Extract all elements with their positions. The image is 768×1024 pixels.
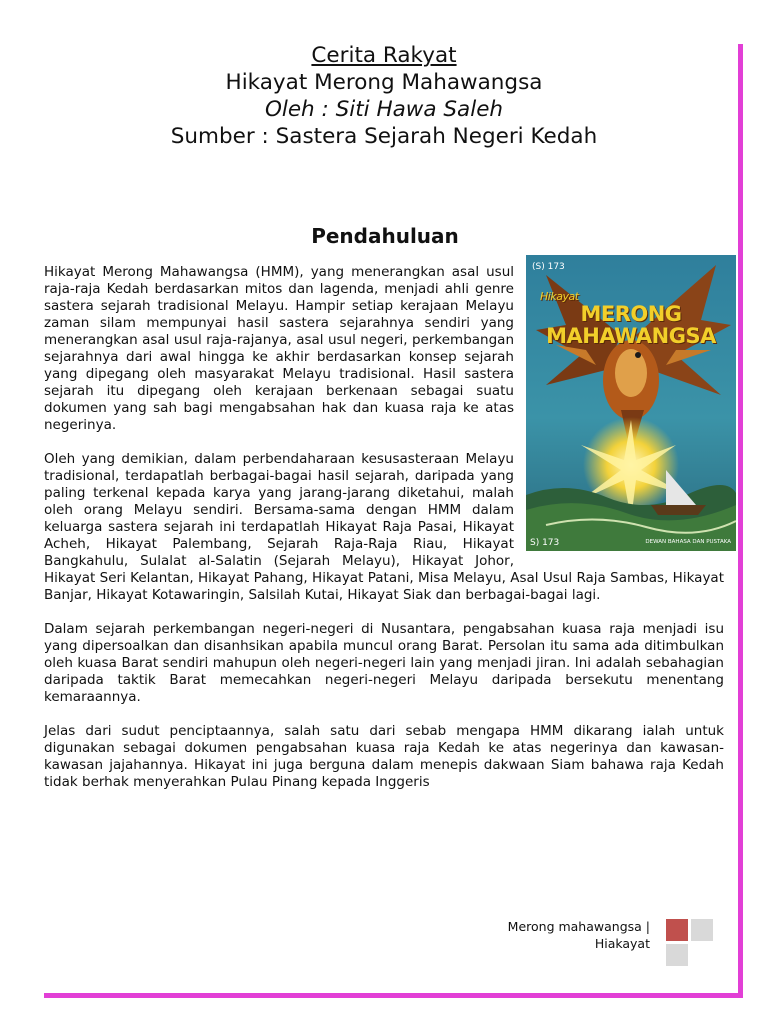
paragraph: Jelas dari sudut penciptaannya, salah satu dari sebab mengapa HMM dikarang ialah untuk digunakan sebagai dokumen pengabsahan kuasa raja Kedah ke atas negerinya dan kawasan-kawasan jajahannya. Hikayat ini juga berguna dalam menepis dakwaan Siam bahawa raja Kedah tidak berhak menyerahkan Pulau Pinang kepada Inggeris	[44, 723, 724, 790]
page-footer	[470, 918, 650, 952]
header-source: Sumber : Sastera Sejarah Negeri Kedah	[170, 124, 598, 149]
footer-line1: Merong mahawangsa |	[507, 919, 650, 934]
footer-grey-square	[691, 919, 713, 941]
cover-title-line1: MERONG	[580, 302, 682, 326]
cover-code-top: (S) 173	[532, 262, 565, 272]
header-title: Hikayat Merong Mahawangsa	[225, 70, 543, 95]
paragraph: Dalam sejarah perkembangan negeri-negeri di Nusantara, pengabsahan kuasa raja menjadi isu yang dipersoalkan dan disanhsikan apabila muncul orang Barat. Persolan itu sama ada ditimbulkan oleh kuasa Barat sendiri mahupun oleh negeri-negeri lain yang menjadi jiran. Ini adalah sebahagian daripada taktik Barat memecahkan negeri-negeri Melayu daripada bersekutu menentang kemaraannya.	[44, 621, 724, 705]
cover-code-bottom: S) 173	[530, 538, 560, 548]
header-genre: Cerita Rakyat	[311, 43, 457, 68]
cover-title-line2: MAHAWANGSA	[546, 324, 716, 348]
section-title: Pendahuluan	[311, 224, 459, 248]
page-border-right	[738, 44, 743, 996]
cover-publisher: DEWAN BAHASA DAN PUSTAKA	[645, 539, 731, 545]
footer-grey-square	[666, 944, 688, 966]
cover-title-small: Hikayat	[540, 290, 579, 303]
header-author: Oleh : Siti Hawa Saleh	[264, 97, 504, 122]
page-border-bottom	[44, 993, 743, 998]
footer-accent-square	[666, 919, 688, 941]
footer-line2: Hiakayat	[594, 936, 650, 951]
paragraph: Hikayat Merong Mahawangsa (HMM), yang menerangkan asal usul raja-raja Kedah berdasarkan mitos dan lagenda, menjadi ahli genre sastera sejarah tradisional Melayu. Hampir setiap kerajaan Melayu zaman silam mempunyai hasil sastera sejarahnya sendiri yang menerangkan asal usul raja-rajanya, asal usul negeri, perkembangan sejarahnya dari awal hingga ke akhir berdasarkan konsep sejarah yang dipegang oleh masyarakat Melayu tradisional. Hasil sastera sejarah itu dipegang oleh kerajaan berkenaan sebagai suatu dokumen yang sah bagi mengabsahan hak dan kuasa raja ke atas negerinya.	[44, 264, 514, 433]
article-body	[44, 264, 724, 808]
image-wrap-spacer	[514, 264, 724, 554]
paragraph: Oleh yang demikian, dalam perbendaharaan kesusasteraan Melayu tradisional, terdapatlah berbagai-bagai hasil sejarah, daripada yang paling terkenal kepada karya yang jarang-jarang diketahui, malah oleh orang Melayu sendiri. Bersama-sama dengan HMM dalam keluarga sastera sejarah ini terdapatlah Hikayat Raja Pasai, Hikayat Acheh, Hikayat Palembang, Sejarah Raja-Raja Riau, Hikayat Bangkahulu, Sulalat al-Salatin (Sejarah Melayu), Hikayat Johor, Hikayat Seri Kelantan, Hikayat Pahang, Hikayat Patani, Misa Melayu, Asal Usul Raja Sambas, Hikayat Banjar, Hikayat Kotawaringin, Salsilah Kutai, Hikayat Siak dan berbagai-bagai lagi.	[44, 451, 724, 603]
document-header	[0, 42, 768, 150]
